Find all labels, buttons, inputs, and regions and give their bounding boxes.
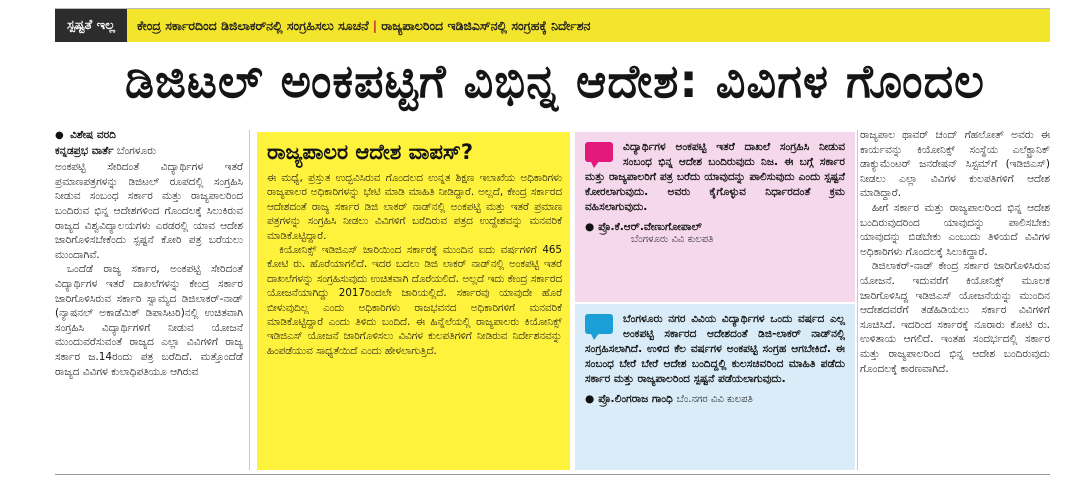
article-paragraph: ರಾಜ್ಯಪಾಲ ಥಾವರ್ ಚಂದ್ ಗೆಹಲೋತ್ ಅವರು ಈ ಕಾರ್ಯವನ್ನು ಕಿಯೋನಿಕ್ಸ್ ಸಂಸ್ಥೆಯ ಎಲೆಕ್ಟ್ರಾನಿಕ್ ಡಾಕ್ಯುಮೆಂಟರ್ ಜನರೇಷನ್ ಸಿಸ್ಟಮ್‌ಗೆ (ಇಡಿಜಿಎಸ್) ನೀಡಲು ಎಲ್ಲಾ ವಿವಿಗಳ ಕುಲಪತಿಗಳಿಗೆ ಆದೇಶ ಮಾಡಿದ್ದಾರೆ. bbox=[860, 129, 1050, 200]
speech-bubble-icon bbox=[585, 314, 615, 340]
quote-box-1 bbox=[575, 132, 855, 302]
article-paragraph: ಡಿಜಿಲಾಕರ್-ನಾಡ್ ಕೇಂದ್ರ ಸರ್ಕಾರ ಜಾರಿಗೊಳಿಸಿರುವ ಯೋಜನೆ. ಇದುವರೆಗೆ ಕಿಯೋನಿಕ್ಸ್ ಮೂಲಕ ಜಾರಿಗೊಳಿಸಿದ್ದ ಇಡಿಜಿಎಸ್ ಯೋಜನೆಯನ್ನು ಮುಂದಿನ ಆದೇಶದವರೆಗೆ ತಡೆಹಿಡಿಯಲು ಸರ್ಕಾರ ವಿವಿಗಳಿಗೆ ಸೂಚಿಸಿದೆ. ಇದರಿಂದ ಸರ್ಕಾರಕ್ಕೆ ನೂರಾರು ಕೋಟಿ ರು. ಉಳಿತಾಯ ಆಗಲಿದೆ. ಇಂತಹ ಸಂದರ್ಭದಲ್ಲಿ ಸರ್ಕಾರ ಮತ್ತು ರಾಜ್ಯಪಾಲರಿಂದ ಭಿನ್ನ ಆದೇಶ ಬಂದಿರುವುದು ಗೊಂದಲಕ್ಕೆ ಕಾರಣವಾಗಿದೆ. bbox=[860, 260, 1050, 375]
column-divider bbox=[249, 130, 250, 470]
article-paragraph: ಒಂದೆಡೆ ರಾಜ್ಯ ಸರ್ಕಾರ, ಅಂಕಪಟ್ಟಿ ಸೇರಿದಂತೆ ವಿದ್ಯಾರ್ಥಿಗಳ ಇತರೆ ದಾಖಲೆಗಳನ್ನು ಕೇಂದ್ರ ಸರ್ಕಾರ ಜಾರಿಗೊಳಿಸಿರುವ ಸರ್ಕಾರಿ ಸ್ವಾಮ್ಯದ ಡಿಜಿಲಾಕರ್-ನಾಡ್ (ನ್ಯಾಷನಲ್ ಅಕಾಡೆಮಿಕ್ ಡಿಪಾಸಿಟರಿ)ನಲ್ಲಿ ಉಚಿತವಾಗಿ ಸಂಗ್ರಹಿಸಿ ವಿದ್ಯಾರ್ಥಿಗಳಿಗೆ ನೀಡುವ ಯೋಜನೆ ಮುಂದುವರೆಸುವಂತೆ ರಾಜ್ಯದ ಎಲ್ಲಾ ವಿವಿಗಳಿಗೆ ರಾಜ್ಯ ಸರ್ಕಾರ ಜ.14ರಂದು ಪತ್ರ ಬರೆದಿದೆ. ಮತ್ತೊಂದೆಡೆ ರಾಜ್ಯದ ವಿವಿಗಳ ಕುಲಾಧಿಪತಿಯೂ ಆಗಿರುವ bbox=[55, 263, 243, 378]
quote-author-name: ಪ್ರೊ.ಲಿಂಗರಾಜ ಗಾಂಧಿ bbox=[598, 393, 673, 405]
ribbon-subhead-1: ಕೇಂದ್ರ ಸರ್ಕಾರದಿಂದ ಡಿಜಿಲಾಕರ್‌ನಲ್ಲಿ ಸಂಗ್ರಹಿಸಲು ಸೂಚನೆ bbox=[137, 17, 369, 33]
speech-bubble-icon bbox=[585, 142, 615, 168]
quote-author: ● ಪ್ರೊ.ಕೆ.ಆರ್.ವೇಣುಗೋಪಾಲ್ bbox=[585, 221, 702, 233]
left-column bbox=[55, 128, 243, 470]
byline bbox=[55, 128, 243, 144]
sidebar-box-title: ರಾಜ್ಯಪಾಲರ ಆದೇಶ ವಾಪಸ್? bbox=[267, 140, 474, 164]
sidebar-paragraph: ಈ ಮಧ್ಯೆ, ಪ್ರಸ್ತುತ ಉದ್ಭವಿಸಿರುವ ಗೊಂದಲದ ಉನ್ನತ ಶಿಕ್ಷಣ ಇಲಾಖೆಯ ಅಧಿಕಾರಿಗಳು ರಾಜ್ಯಪಾಲರ ಅಧಿಕಾರಿಗಳನ್ನು ಭೇಟಿ ಮಾಡಿ ಮಾಹಿತಿ ನೀಡಿದ್ದಾರೆ. ಅಲ್ಲದೆ, ಕೇಂದ್ರ ಸರ್ಕಾರದ ಆದೇಶದಂತೆ ರಾಜ್ಯ ಸರ್ಕಾರ ಡಿಜಿ ಲಾಕರ್ ನಾಡ್‌ನಲ್ಲಿ ಅಂಕಪಟ್ಟಿ ಮತ್ತು ಇತರೆ ಪ್ರಮಾಣ ಪತ್ರಗಳನ್ನು ಸಂಗ್ರಹಿಸಿ ನೀಡಲು ವಿವಿಗಳಿಗೆ ಬರೆದಿರುವ ಪತ್ರದ ಉದ್ದೇಶವನ್ನು ಮನವರಿಕೆ ಮಾಡಿಕೊಟ್ಟಿದ್ದಾರೆ. bbox=[267, 172, 562, 242]
quote-text: ವಿದ್ಯಾರ್ಥಿಗಳ ಅಂಕಪಟ್ಟಿ ಇತರೆ ದಾಖಲೆ ಸಂಗ್ರಹಿಸಿ ನೀಡುವ ಸಂಬಂಧ ಭಿನ್ನ ಆದೇಶ ಬಂದಿರುವುದು ನಿಜ. ಈ ಬಗ್ಗೆ ಸರ್ಕಾರ ಮತ್ತು ರಾಜ್ಯಪಾಲರಿಗೆ ಪತ್ರ ಬರೆದು ಯಾವುದನ್ನು ಪಾಲಿಸುವುದು ಎಂದು ಸ್ಪಷ್ಟನೆ ಕೋರಲಾಗುವುದು. ಅವರು ಕೈಗೊಳ್ಳುವ ನಿರ್ಧಾರದಂತೆ ಕ್ರಮ ವಹಿಸಲಾಗುವುದು. bbox=[585, 141, 845, 213]
dateline bbox=[55, 144, 243, 159]
article-paragraph: ಹೀಗೆ ಸರ್ಕಾರ ಮತ್ತು ರಾಜ್ಯಪಾಲರಿಂದ ಭಿನ್ನ ಆದೇಶ ಬಂದಿರುವುದರಿಂದ ಯಾವುದನ್ನು ಪಾಲಿಸಬೇಕು ಯಾವುದನ್ನು ಬಿಡಬೇಕು ಎಂಬುದು ತಿಳಿಯದೆ ವಿವಿಗಳ ಅಧಿಕಾರಿಗಳು ಗೊಂದಲಕ್ಕೆ ಸಿಲುಕಿದ್ದಾರೆ. bbox=[860, 201, 1050, 258]
headline: ಡಿಜಿಟಲ್ ಅಂಕಪಟ್ಟಿಗೆ ವಿಭಿನ್ನ ಆದೇಶ: ವಿವಿಗಳ ಗೊಂದಲ bbox=[125, 54, 985, 108]
ribbon-separator: | bbox=[372, 18, 378, 33]
bullet-icon: ● bbox=[55, 130, 64, 141]
quote-box-2 bbox=[575, 304, 855, 470]
sidebar-box-body bbox=[267, 171, 562, 358]
bottom-rule bbox=[55, 474, 1050, 475]
byline-label: ವಿಶೇಷ ವರದಿ bbox=[70, 129, 116, 141]
sidebar-paragraph: ಕಿಯೋನಿಕ್ಸ್ ಇಡಿಜಿಎಸ್ ಜಾರಿಯಿಂದ ಸರ್ಕಾರಕ್ಕೆ ಮುಂದಿನ ಐದು ವರ್ಷಗಳಿಗೆ 465 ಕೋಟಿ ರು. ಹೊರೆಯಾಗಲಿದೆ. ಇದರ ಬದಲು ಡಿಜಿ ಲಾಕರ್ ನಾಡ್‌ನಲ್ಲಿ ಅಂಕಪಟ್ಟಿ ಇತರೆ ದಾಖಲೆಗಳನ್ನು ಸಂಗ್ರಹಿಸುವುದು ಉಚಿತವಾಗಿ ದೊರೆಯಲಿದೆ. ಅಲ್ಲದೆ ಇದು ಕೇಂದ್ರ ಸರ್ಕಾರದ ಯೋಜನೆಯಾಗಿದ್ದು 2017ರಿಂದಲೇ ಜಾರಿಯಲ್ಲಿದೆ. ಸರ್ಕಾರವು ಯಾವುದೇ ಹೊರೆ ಬೀಳುವುದಿಲ್ಲ ಎಂದು ಅಧಿಕಾರಿಗಳು ರಾಜಭವನದ ಅಧಿಕಾರಿಗಳಿಗೆ ಮನವರಿಕೆ ಮಾಡಿಕೊಟ್ಟಿದ್ದಾರೆ ಎಂದು ತಿಳಿದು ಬಂದಿದೆ. ಈ ಹಿನ್ನೆಲೆಯಲ್ಲಿ ರಾಜ್ಯಪಾಲರು ಕಿಯೋನಿಕ್ಸ್ ಇಡಿಜಿಎಸ್ ಯೋಜನೆ ಜಾರಿಗೊಳಿಸಲು ವಿವಿಗಳ ಕುಲಪತಿಗಳಿಗೆ ನೀಡಿರುವ ನಿರ್ದೇಶನವನ್ನು ಹಿಂಪಡೆಯುವ ಸಾಧ್ಯತೆಯಿದೆ ಎಂದು ಹೇಳಲಾಗುತ್ತಿದೆ. bbox=[267, 244, 562, 357]
ribbon-subhead-2: ರಾಜ್ಯಪಾಲರಿಂದ ಇಡಿಜಿಎಸ್‌ನಲ್ಲಿ ಸಂಗ್ರಹಕ್ಕೆ ನಿರ್ದೇಶನ bbox=[381, 17, 591, 33]
topic-ribbon bbox=[55, 8, 1050, 42]
sidebar-box bbox=[257, 132, 570, 470]
article-paragraph: ಅಂಕಪಟ್ಟಿ ಸೇರಿದಂತೆ ವಿದ್ಯಾರ್ಥಿಗಳ ಇತರೆ ಪ್ರಮಾಣಪತ್ರಗಳನ್ನು ಡಿಜಿಟಲ್ ರೂಪದಲ್ಲಿ ಸಂಗ್ರಹಿಸಿ ನೀಡುವ ಸಂಬಂಧ ಸರ್ಕಾರ ಮತ್ತು ರಾಜ್ಯಪಾಲರಿಂದ ಬಂದಿರುವ ಭಿನ್ನ ಆದೇಶಗಳಿಂದ ಗೊಂದಲಕ್ಕೆ ಸಿಲುಕಿರುವ ರಾಜ್ಯದ ವಿಶ್ವವಿದ್ಯಾಲಯಗಳು ಎರಡರಲ್ಲಿ ಯಾವ ಆದೇಶ ಜಾರಿಗೊಳಿಸಬೇಕೆಂದು ಸ್ಪಷ್ಟನೆ ಕೋರಿ ಪತ್ರ ಬರೆಯಲು ಮುಂದಾಗಿವೆ. bbox=[55, 161, 243, 261]
quote-text: ಬೆಂಗಳೂರು ನಗರ ವಿವಿಯ ವಿದ್ಯಾರ್ಥಿಗಳ ಒಂದು ವರ್ಷದ ಎಲ್ಲ ಅಂಕಪಟ್ಟಿ ಸರ್ಕಾರದ ಆದೇಶದಂತೆ ಡಿಜಿ-ಲಾಕರ್ ನಾಡ್‌ನಲ್ಲಿ ಸಂಗ್ರಹಿಸಲಾಗಿದೆ. ಉಳಿದ ಕೆಲ ವರ್ಷಗಳ ಅಂಕಪಟ್ಟಿ ಸಂಗ್ರಹ ಆಗಬೇಕಿದೆ. ಈ ಸಂಬಂಧ ಬೇರೆ ಬೇರೆ ಆದೇಶ ಬಂದಿದ್ದಲ್ಲಿ ಕುಲಸಚಿವರಿಂದ ಮಾಹಿತಿ ಪಡೆದು ಸರ್ಕಾರ ಮತ್ತು ರಾಜ್ಯಪಾಲರಿಂದ ಸ್ಪಷ್ಟನೆ ಪಡೆಯಲಾಗುವುದು. bbox=[585, 313, 845, 385]
quote-author: ● ಪ್ರೊ.ಲಿಂಗರಾಜ ಗಾಂಧಿ ಬೆಂ.ನಗರ ವಿವಿ ಕುಲಪತಿ bbox=[585, 393, 753, 405]
quote-author-role: ಬೆಂ.ನಗರ ವಿವಿ ಕುಲಪತಿ bbox=[676, 394, 753, 405]
column-divider bbox=[857, 130, 858, 470]
quote-author-name: ಪ್ರೊ.ಕೆ.ಆರ್.ವೇಣುಗೋಪಾಲ್ bbox=[598, 221, 702, 233]
dateline-place: ಬೆಂಗಳೂರು bbox=[116, 144, 157, 157]
ribbon-tag: ಸ್ಪಷ್ಟತೆ ಇಲ್ಲ bbox=[55, 9, 127, 42]
ribbon-subheads bbox=[127, 9, 1050, 42]
quote-author-role: ಬೆಂಗಳೂರು ವಿವಿ ಕುಲಪತಿ bbox=[631, 234, 714, 245]
dateline-source: ಕನ್ನಡಪ್ರಭ ವಾರ್ತೆ bbox=[55, 144, 114, 157]
right-column bbox=[860, 128, 1050, 470]
